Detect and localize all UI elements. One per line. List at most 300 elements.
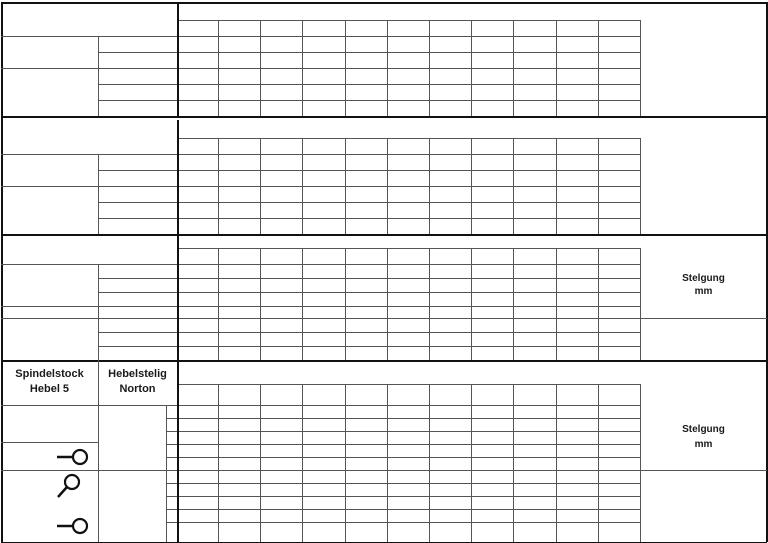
table-cell — [387, 509, 429, 522]
spindle-header — [1, 358, 98, 405]
table-cell — [177, 332, 218, 346]
table-cell — [387, 264, 429, 278]
unit-label — [640, 264, 767, 306]
table-cell — [218, 170, 260, 186]
table-cell — [471, 332, 513, 346]
table-cell — [598, 84, 640, 100]
column-letter-g — [429, 138, 471, 154]
grid-line — [1, 264, 640, 265]
table-cell — [556, 84, 598, 100]
column-letter-c — [260, 138, 302, 154]
table-cell — [260, 170, 302, 186]
table-cell — [345, 52, 387, 68]
grid-line — [387, 20, 388, 116]
table-cell — [177, 496, 218, 509]
table-cell — [387, 52, 429, 68]
table-cell — [598, 36, 640, 52]
grid-line — [556, 248, 557, 360]
table-cell — [387, 332, 429, 346]
column-letter-k — [556, 386, 598, 405]
table-cell — [387, 202, 429, 218]
table-cell — [513, 306, 556, 318]
grid-line — [177, 228, 179, 360]
grid-line — [471, 138, 472, 234]
column-letter-a — [177, 138, 218, 154]
grid-line — [98, 154, 99, 234]
table-cell — [345, 496, 387, 509]
grid-line — [98, 264, 99, 360]
table-cell — [387, 100, 429, 116]
grid-line — [177, 2, 179, 116]
table-cell — [302, 264, 345, 278]
table-cell — [302, 496, 345, 509]
table-cell — [513, 36, 556, 52]
table-cell — [598, 431, 640, 444]
table-cell — [177, 318, 218, 332]
column-letter-k — [556, 20, 598, 36]
table-cell — [177, 292, 218, 306]
table-cell — [598, 306, 640, 318]
grid-line — [302, 248, 303, 360]
table-cell — [260, 84, 302, 100]
grid-line — [218, 20, 219, 116]
table-cell — [513, 292, 556, 306]
column-letter-k — [556, 248, 598, 264]
table-cell — [345, 522, 387, 542]
table-cell — [218, 483, 260, 496]
table-cell — [471, 186, 513, 202]
grid-line — [260, 384, 261, 542]
table-cell — [177, 170, 218, 186]
table-cell — [556, 405, 598, 418]
ratio-label — [4, 512, 62, 540]
table-cell — [429, 100, 471, 116]
table-cell — [429, 36, 471, 52]
table-cell — [598, 496, 640, 509]
row-number — [98, 68, 177, 84]
table-cell — [598, 154, 640, 170]
table-cell — [429, 496, 471, 509]
table-cell — [218, 154, 260, 170]
table-cell — [302, 278, 345, 292]
table-cell — [429, 483, 471, 496]
table-cell — [260, 306, 302, 318]
grid-line — [98, 36, 99, 116]
header-line: Hebel 5 — [29, 382, 70, 395]
table-cell — [345, 332, 387, 346]
table-cell — [513, 332, 556, 346]
grid-line — [345, 20, 346, 116]
section-left-header — [1, 228, 177, 264]
table-cell — [177, 278, 218, 292]
column-letter-k — [556, 138, 598, 154]
table-cell — [556, 522, 598, 542]
column-letter-d — [302, 386, 345, 405]
table-cell — [556, 318, 598, 332]
table-cell — [471, 100, 513, 116]
table-cell — [218, 36, 260, 52]
table-cell — [598, 405, 640, 418]
table-cell — [556, 202, 598, 218]
group-label — [1, 264, 98, 306]
grid-line — [513, 138, 514, 234]
group-label — [98, 470, 166, 542]
row-number — [98, 202, 177, 218]
table-cell — [429, 264, 471, 278]
table-cell — [471, 509, 513, 522]
table-cell — [218, 405, 260, 418]
column-letter-h — [471, 138, 513, 154]
table-cell — [345, 457, 387, 470]
column-letter-a — [177, 20, 218, 36]
table-cell — [387, 68, 429, 84]
table-cell — [556, 509, 598, 522]
table-cell — [345, 36, 387, 52]
table-cell — [302, 36, 345, 52]
table-cell — [429, 405, 471, 418]
column-letter-f — [387, 138, 429, 154]
table-cell — [556, 278, 598, 292]
table-cell — [302, 509, 345, 522]
table-cell — [556, 418, 598, 431]
table-cell — [471, 306, 513, 318]
magnifier-horizontal-icon — [55, 448, 89, 466]
row-number — [98, 332, 177, 346]
group-label — [98, 405, 166, 470]
column-letter-h — [471, 248, 513, 264]
table-cell — [598, 202, 640, 218]
table-cell — [556, 470, 598, 483]
table-cell — [387, 431, 429, 444]
table-cell — [513, 522, 556, 542]
unit-label — [640, 470, 767, 542]
grid-line — [1, 36, 640, 37]
table-cell — [218, 52, 260, 68]
table-cell — [345, 170, 387, 186]
table-cell — [387, 418, 429, 431]
grid-line — [429, 248, 430, 360]
grid-line — [556, 384, 557, 542]
table-cell — [260, 332, 302, 346]
table-cell — [513, 278, 556, 292]
table-cell — [387, 457, 429, 470]
table-cell — [387, 292, 429, 306]
grid-line — [302, 384, 303, 542]
table-cell — [218, 264, 260, 278]
table-cell — [302, 306, 345, 318]
table-cell — [429, 431, 471, 444]
unit-line: Stelgung — [682, 424, 725, 435]
table-cell — [598, 483, 640, 496]
table-cell — [556, 186, 598, 202]
table-cell — [345, 405, 387, 418]
table-cell — [429, 202, 471, 218]
table-cell — [387, 470, 429, 483]
table-cell — [260, 278, 302, 292]
table-cell — [513, 418, 556, 431]
table-cell — [345, 84, 387, 100]
table-cell — [260, 154, 302, 170]
row-number — [98, 154, 177, 170]
table-cell — [345, 306, 387, 318]
table-cell — [429, 68, 471, 84]
ratio-label — [4, 443, 62, 471]
table-cell — [260, 483, 302, 496]
group-label — [1, 154, 98, 186]
table-cell — [260, 431, 302, 444]
group-label — [1, 68, 98, 116]
unit-label — [640, 318, 767, 360]
table-cell — [429, 509, 471, 522]
table-cell — [345, 202, 387, 218]
table-cell — [177, 306, 218, 318]
table-cell — [513, 483, 556, 496]
table-cell — [556, 68, 598, 84]
column-letter-f — [387, 248, 429, 264]
table-cell — [513, 68, 556, 84]
table-cell — [513, 496, 556, 509]
grid-line — [1, 442, 98, 443]
table-cell — [429, 292, 471, 306]
column-letter-e — [345, 386, 387, 405]
table-cell — [429, 52, 471, 68]
grid-line — [556, 138, 557, 234]
column-letter-h — [471, 386, 513, 405]
group-label — [1, 306, 98, 318]
table-cell — [556, 483, 598, 496]
table-cell — [387, 318, 429, 332]
table-cell — [260, 36, 302, 52]
table-cell — [513, 84, 556, 100]
table-cell — [387, 278, 429, 292]
column-letter-f — [387, 20, 429, 36]
grid-line — [640, 384, 641, 542]
table-cell — [177, 522, 218, 542]
table-cell — [218, 202, 260, 218]
grid-line — [345, 248, 346, 360]
grid-line — [513, 20, 514, 116]
group-label — [1, 186, 98, 234]
table-cell — [218, 509, 260, 522]
table-cell — [471, 52, 513, 68]
column-letter-f — [387, 386, 429, 405]
section-title — [177, 120, 766, 138]
magnifier-horizontal-icon — [55, 517, 89, 535]
grid-line — [1, 116, 767, 118]
row-number — [98, 306, 177, 318]
table-cell — [177, 68, 218, 84]
column-letter-b — [218, 386, 260, 405]
table-cell — [598, 509, 640, 522]
row-number — [98, 264, 177, 278]
grid-line — [513, 384, 514, 542]
table-cell — [218, 68, 260, 84]
grid-line — [1, 405, 640, 406]
table-cell — [598, 522, 640, 542]
table-cell — [218, 332, 260, 346]
table-cell — [218, 84, 260, 100]
grid-line — [345, 384, 346, 542]
table-cell — [218, 470, 260, 483]
table-cell — [387, 522, 429, 542]
section-left-header — [1, 120, 177, 154]
grid-line — [640, 470, 767, 471]
grid-line — [345, 138, 346, 234]
table-cell — [177, 470, 218, 483]
table-cell — [260, 444, 302, 457]
table-cell — [177, 444, 218, 457]
table-cell — [218, 100, 260, 116]
table-cell — [471, 68, 513, 84]
column-letter-c — [260, 20, 302, 36]
table-cell — [556, 444, 598, 457]
column-letter-e — [345, 20, 387, 36]
table-cell — [513, 154, 556, 170]
table-cell — [598, 68, 640, 84]
table-cell — [260, 68, 302, 84]
unit-line: mm — [694, 439, 713, 450]
unit-label — [640, 154, 767, 234]
table-cell — [513, 444, 556, 457]
table-cell — [218, 444, 260, 457]
table-cell — [302, 170, 345, 186]
table-cell — [302, 444, 345, 457]
row-number — [98, 170, 177, 186]
table-cell — [598, 457, 640, 470]
header-line: Hebelstelig — [108, 367, 167, 380]
table-cell — [260, 509, 302, 522]
table-cell — [302, 483, 345, 496]
table-cell — [260, 292, 302, 306]
column-letter-l — [598, 138, 640, 154]
table-cell — [260, 318, 302, 332]
table-cell — [598, 52, 640, 68]
grid-line — [471, 20, 472, 116]
table-cell — [302, 186, 345, 202]
row-number — [98, 52, 177, 68]
table-cell — [177, 84, 218, 100]
table-cell — [387, 496, 429, 509]
table-cell — [471, 84, 513, 100]
table-cell — [345, 483, 387, 496]
table-cell — [471, 431, 513, 444]
table-cell — [429, 170, 471, 186]
table-cell — [218, 186, 260, 202]
grid-line — [260, 20, 261, 116]
row-number — [98, 278, 177, 292]
grid-line — [218, 248, 219, 360]
table-cell — [260, 202, 302, 218]
table-cell — [556, 306, 598, 318]
table-cell — [387, 84, 429, 100]
table-cell — [218, 522, 260, 542]
table-cell — [598, 186, 640, 202]
table-cell — [513, 318, 556, 332]
table-cell — [556, 292, 598, 306]
table-cell — [345, 444, 387, 457]
table-cell — [429, 332, 471, 346]
section-left-header — [1, 2, 177, 36]
table-cell — [556, 170, 598, 186]
table-cell — [260, 470, 302, 483]
table-cell — [471, 154, 513, 170]
table-cell — [345, 278, 387, 292]
table-cell — [429, 457, 471, 470]
table-cell — [471, 405, 513, 418]
table-cell — [177, 202, 218, 218]
table-cell — [302, 431, 345, 444]
section-title — [177, 228, 766, 248]
table-cell — [429, 306, 471, 318]
grid-line — [1, 470, 640, 471]
grid-line — [166, 405, 167, 542]
grid-line — [387, 248, 388, 360]
table-cell — [598, 170, 640, 186]
table-cell — [387, 154, 429, 170]
table-cell — [345, 431, 387, 444]
table-cell — [556, 332, 598, 346]
header-line: Spindelstock — [15, 367, 84, 380]
table-cell — [177, 186, 218, 202]
column-letter-c — [260, 248, 302, 264]
grid-line — [218, 384, 219, 542]
column-letter-b — [218, 138, 260, 154]
column-letter-i — [513, 248, 556, 264]
table-cell — [260, 186, 302, 202]
table-cell — [513, 100, 556, 116]
magnifier-diagonal-icon — [54, 471, 84, 501]
row-number — [98, 36, 177, 52]
column-letter-a — [177, 248, 218, 264]
table-cell — [218, 292, 260, 306]
grid-line — [302, 138, 303, 234]
table-cell — [598, 264, 640, 278]
grid-line — [598, 20, 599, 116]
table-cell — [471, 264, 513, 278]
grid-line — [218, 138, 219, 234]
grid-line — [260, 248, 261, 360]
table-cell — [177, 36, 218, 52]
table-cell — [345, 100, 387, 116]
table-cell — [177, 264, 218, 278]
column-letter-h — [471, 20, 513, 36]
table-cell — [218, 431, 260, 444]
table-cell — [556, 431, 598, 444]
table-cell — [471, 318, 513, 332]
grid-line — [471, 384, 472, 542]
grid-line — [429, 20, 430, 116]
table-cell — [429, 278, 471, 292]
column-letter-l — [598, 386, 640, 405]
grid-line — [598, 248, 599, 360]
table-cell — [302, 84, 345, 100]
table-cell — [260, 496, 302, 509]
table-cell — [471, 292, 513, 306]
table-cell — [513, 264, 556, 278]
grid-line — [598, 138, 599, 234]
group-label — [1, 318, 98, 360]
grid-line — [177, 384, 640, 385]
table-cell — [260, 405, 302, 418]
table-cell — [302, 470, 345, 483]
table-cell — [471, 36, 513, 52]
table-cell — [302, 457, 345, 470]
table-cell — [177, 418, 218, 431]
table-cell — [598, 444, 640, 457]
table-cell — [598, 278, 640, 292]
column-letter-g — [429, 20, 471, 36]
table-cell — [598, 332, 640, 346]
